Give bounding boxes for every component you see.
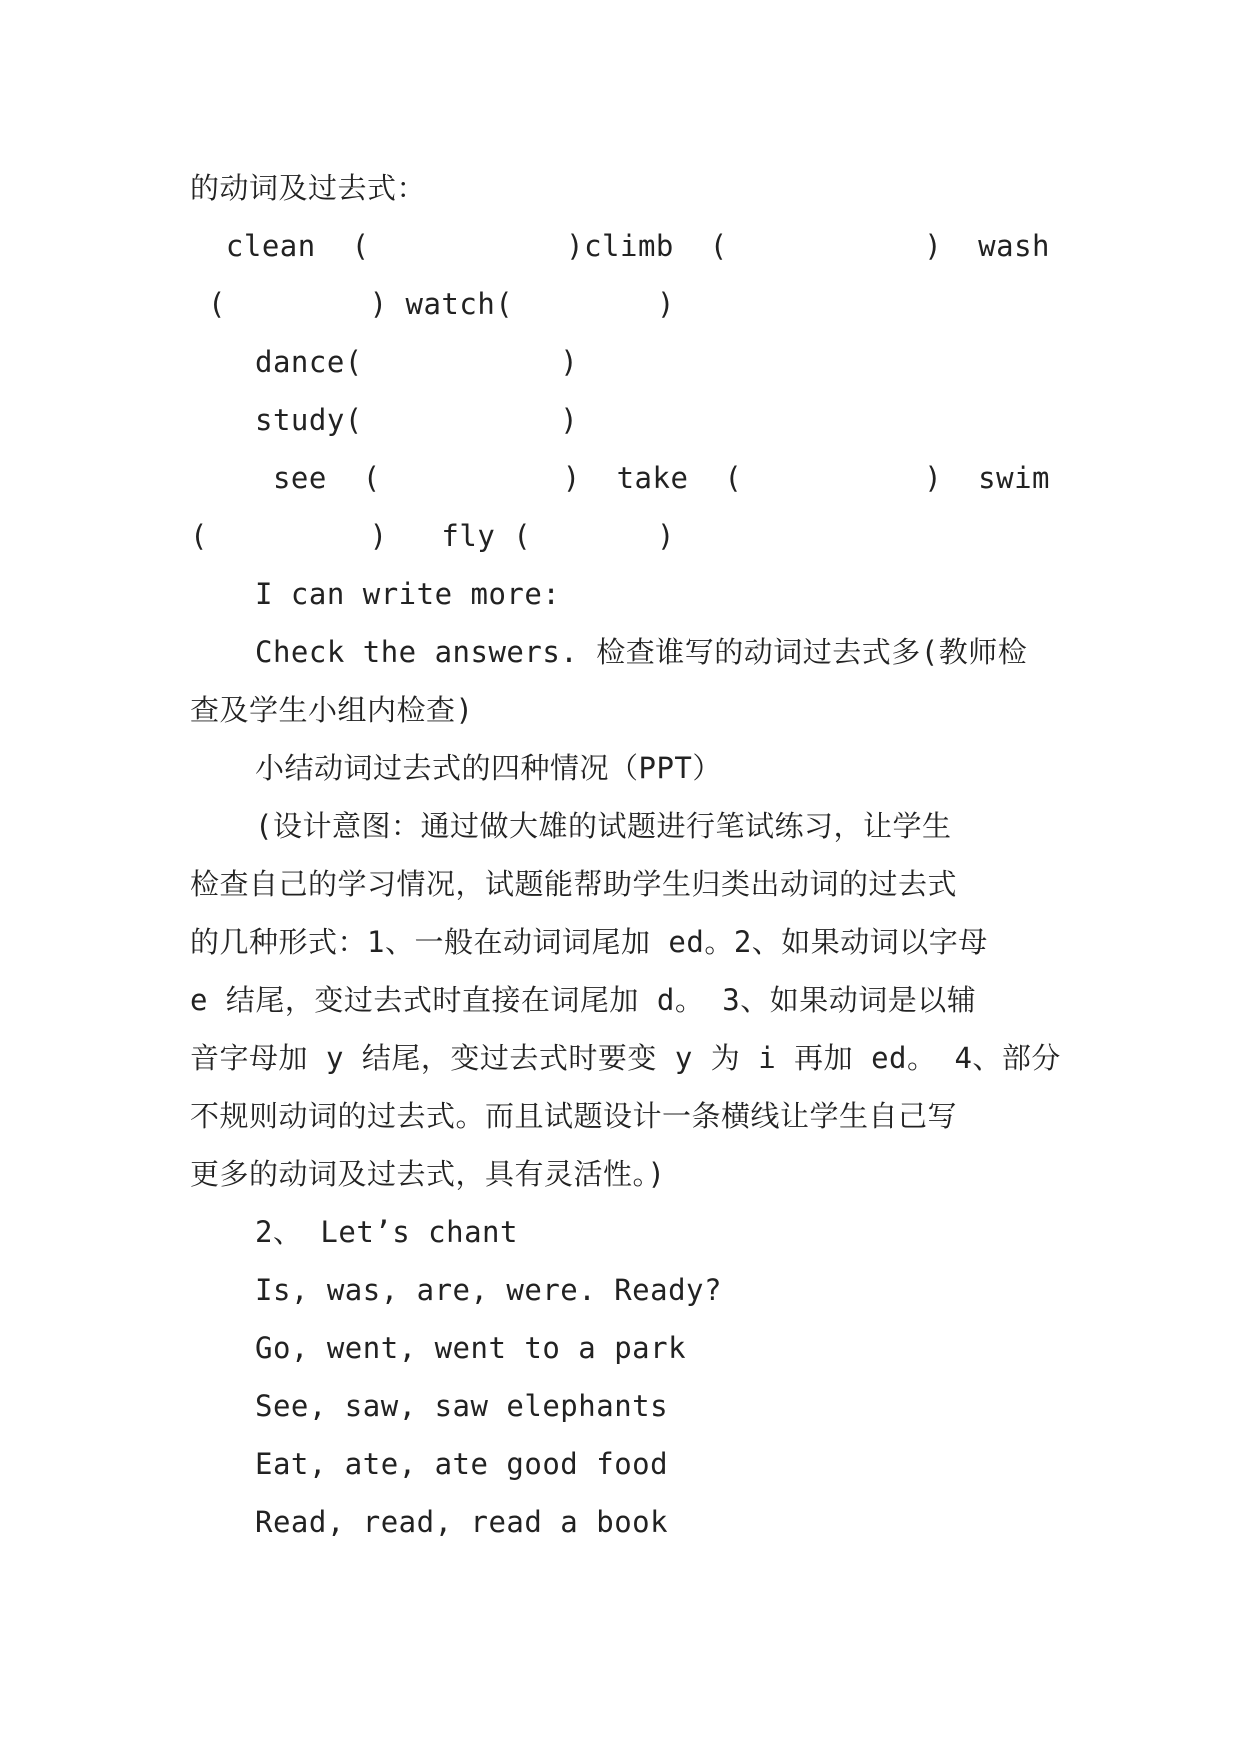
exercise-row-see-take-swim <box>255 454 1050 502</box>
chant-line-2: Go, went, went to a park <box>255 1331 687 1365</box>
chant-line-1: Is, was, are, were. Ready? <box>255 1273 722 1307</box>
text-line-write-more: I can write more: <box>255 577 561 611</box>
text-line-design-7: 更多的动词及过去式，具有灵活性。) <box>190 1157 666 1191</box>
chant-line-4: Eat, ate, ate good food <box>255 1447 669 1481</box>
text-line-check-answers: Check the answers. 检查谁写的动词过去式多(教师检 <box>255 635 1028 669</box>
text-line-design-5: 音字母加 y 结尾，变过去式时要变 y 为 i 再加 ed。 4、部分 <box>190 1041 1061 1075</box>
text-line-check-continue: 查及学生小组内检查) <box>190 693 474 727</box>
word-see: see ( <box>255 461 381 495</box>
exercise-row-watch: ( ) watch( ) <box>190 287 675 321</box>
exercise-row-fly: ( ) fly ( ) <box>190 519 675 553</box>
text-line-design-6: 不规则动词的过去式。而且试题设计一条横线让学生自己写 <box>190 1099 958 1133</box>
text-line-design-2: 检查自己的学习情况，试题能帮助学生归类出动词的过去式 <box>190 867 958 901</box>
exercise-row-study: study( ) <box>255 403 579 437</box>
chant-line-5: Read, read, read a book <box>255 1505 669 1539</box>
section-heading-chant: 2、 Let’s chant <box>255 1215 518 1249</box>
word-wash: ) wash <box>924 229 1050 263</box>
word-clean: clean ( <box>190 229 370 263</box>
text-line-design-3: 的几种形式：1、一般在动词词尾加 ed。2、如果动词以字母 <box>190 925 988 959</box>
text-line-1: 的动词及过去式： <box>190 171 427 205</box>
text-line-summary: 小结动词过去式的四种情况（PPT） <box>255 751 722 785</box>
text-line-design-intent: (设计意图：通过做大雄的试题进行笔试练习，让学生 <box>255 809 952 843</box>
exercise-row-clean-climb-wash <box>190 222 1050 270</box>
word-climb: )climb ( <box>566 229 728 263</box>
word-take: ) take ( <box>562 461 743 495</box>
word-swim: ) swim <box>924 461 1050 495</box>
exercise-row-dance: dance( ) <box>255 345 579 379</box>
text-line-design-4: e 结尾，变过去式时直接在词尾加 d。 3、如果动词是以辅 <box>190 983 977 1017</box>
chant-line-3: See, saw, saw elephants <box>255 1389 669 1423</box>
